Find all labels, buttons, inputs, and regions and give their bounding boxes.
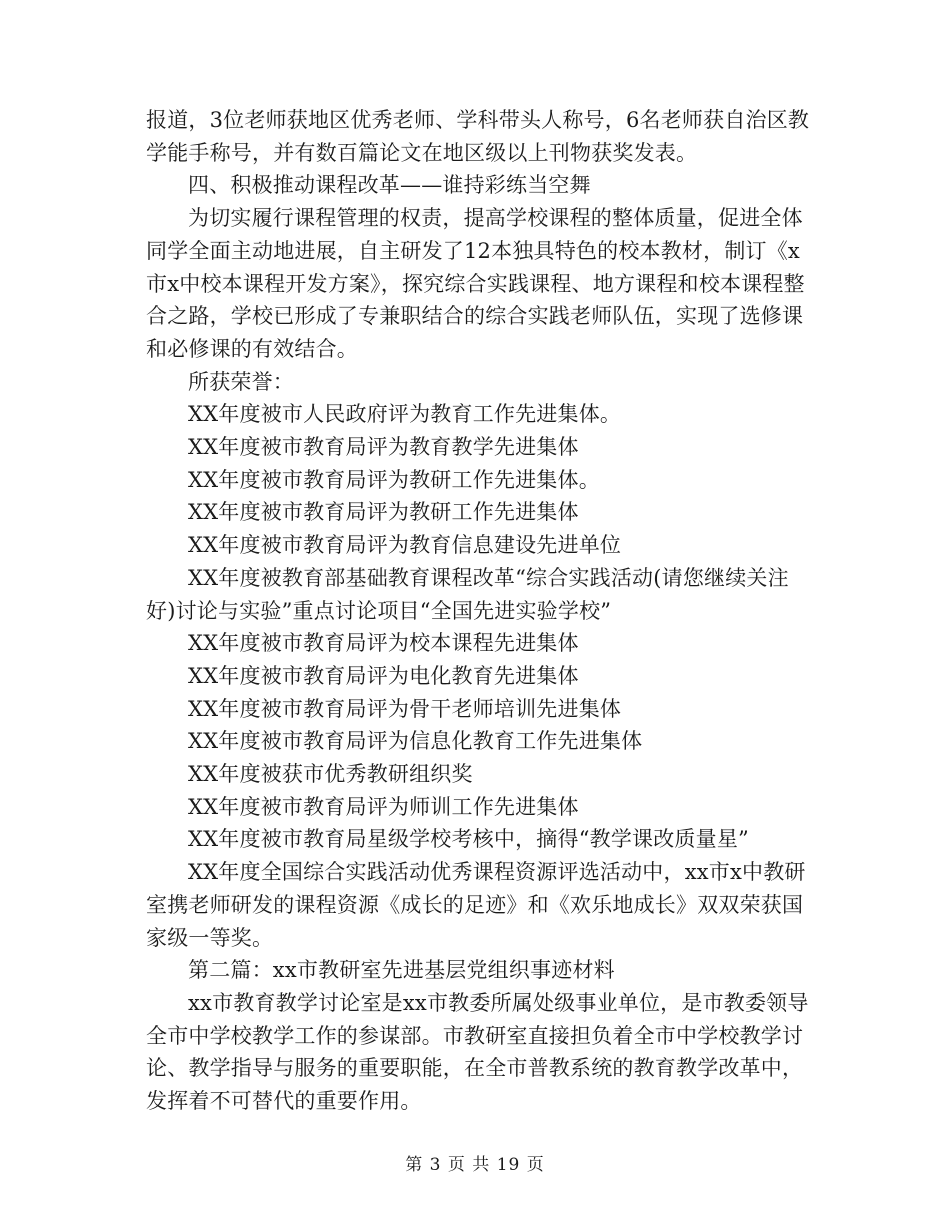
chapter-heading: 第二篇：xx市教研室先进基层党组织事迹材料 [188, 958, 615, 983]
honor-item: XX年度被获市优秀教研组织奖 [188, 762, 473, 787]
honor-item: XX年度被市教育局评为校本课程先进集体 [188, 631, 579, 656]
honors-heading: 所获荣誉： [188, 369, 294, 394]
honor-item: XX年度被市教育局评为教育教学先进集体 [188, 435, 579, 460]
honor-item: XX年度被教育部基础教育课程改革“综合实践活动(请您继续关注好)讨论与实验”重点讨论项目“全国先进实验学校” [146, 565, 789, 623]
honor-item: XX年度被市教育局评为教研工作先进集体。 [188, 467, 600, 492]
paragraph-continuation: 报道，3位老师获地区优秀老师、学科带头人称号，6名老师获自治区教学能手称号，并有数百篇论文在地区级以上刊物获奖发表。 [146, 108, 810, 165]
page-number: 第 3 页 共 19 页 [405, 1155, 545, 1175]
paragraph: xx市教育教学讨论室是xx市教委所属处级事业单位，是市教委领导全市中学校教学工作的参谋部。市教研室直接担负着全市中学校教学讨论、教学指导与服务的重要职能，在全市普教系统的教育教学改革中，发挥着不可替代的重要作用。 [146, 990, 809, 1114]
section-heading: 四、积极推动课程改革——谁持彩练当空舞 [188, 173, 591, 198]
honor-item: XX年度被市教育局星级学校考核中，摘得“教学课改质量星” [188, 827, 749, 852]
honor-item: XX年度被市教育局评为信息化教育工作先进集体 [188, 729, 643, 754]
honor-item: XX年度被市教育局评为师训工作先进集体 [188, 794, 579, 819]
honor-item: XX年度被市教育局评为骨干老师培训先进集体 [188, 696, 622, 721]
document-body [146, 104, 811, 1118]
honor-item: XX年度被市教育局评为教育信息建设先进单位 [188, 533, 622, 558]
honor-item: XX年度全国综合实践活动优秀课程资源评选活动中，xx市x中教研室携老师研发的课程资源《成长的足迹》和《欢乐地成长》双双荣获国家级一等奖。 [146, 860, 806, 950]
paragraph: 为切实履行课程管理的权责，提高学校课程的整体质量，促进全体同学全面主动地进展，自主研发了12本独具特色的校本教材，制订《x市x中校本课程开发方案》，探究综合实践课程、地方课程和校本课程整合之路，学校已形成了专兼职结合的综合实践老师队伍，实现了选修课和必修课的有效结合。 [146, 206, 805, 361]
honor-item: XX年度被市教育局评为教研工作先进集体 [188, 500, 579, 525]
honor-item: XX年度被市人民政府评为教育工作先进集体。 [188, 402, 622, 427]
honor-item: XX年度被市教育局评为电化教育先进集体 [188, 663, 579, 688]
